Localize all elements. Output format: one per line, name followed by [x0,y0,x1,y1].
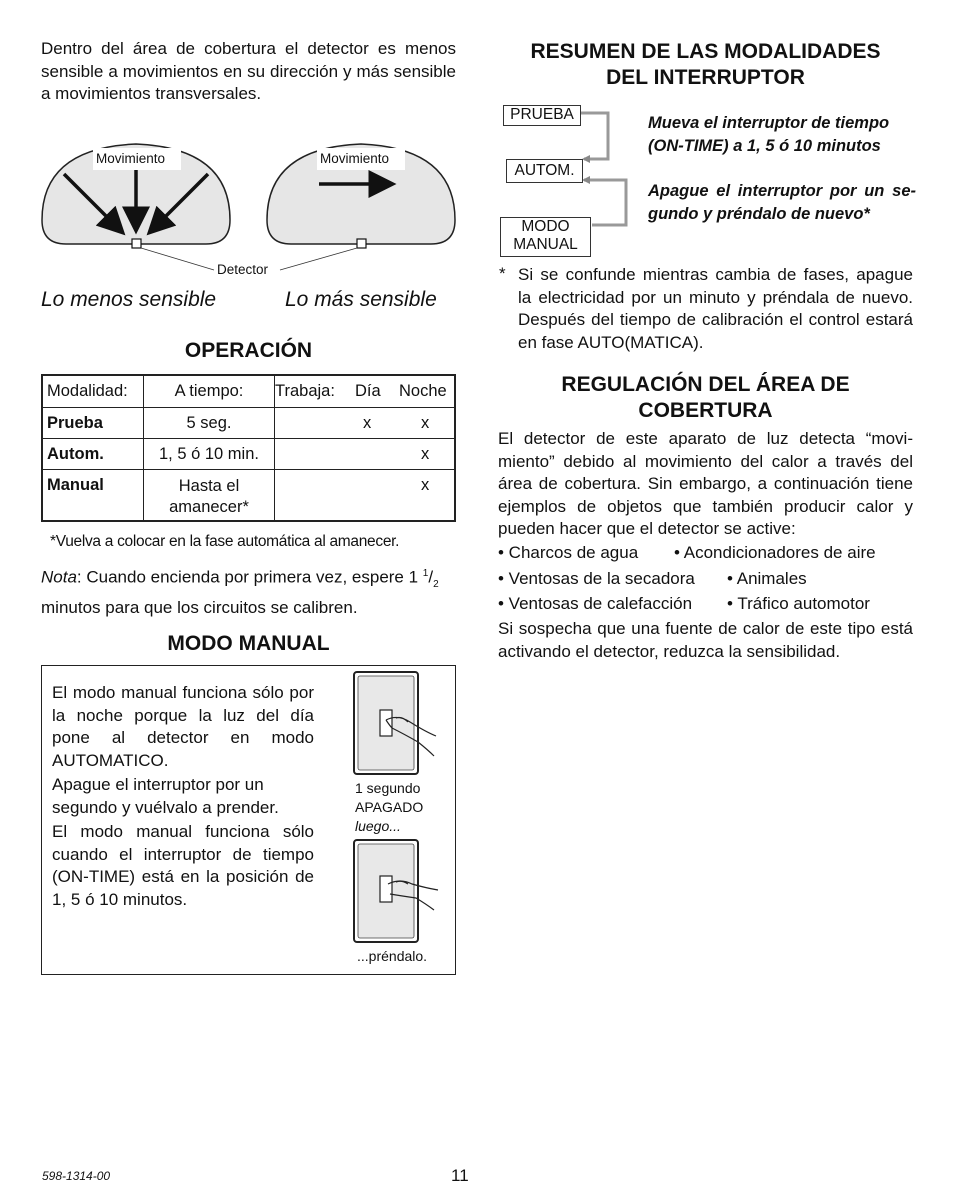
row-mode: Manual [42,469,144,521]
header-tiempo: A tiempo: [144,375,275,407]
header-dia: Día [355,382,381,400]
table-footnote: *Vuelva a colocar en la fase automática al amanecer. [50,533,400,550]
resumen-title [498,39,913,91]
detector-label: Detector [217,262,269,277]
note-text-2: minutos para que los circuitos se calibren. [41,597,358,617]
row-time: 1, 5 ó 10 min. [144,438,275,469]
row-time: Hasta el amanecer* [144,469,275,521]
switch-caption-1b: APAGADO [355,799,424,815]
mode-box-manual-line2: MANUAL [513,236,578,253]
detector-right [357,239,366,248]
switch-caption-2: ...préndalo. [357,948,428,964]
table-row [42,438,455,469]
list-item: • Ventosas de calefacción • Tráfico automotor [498,594,870,613]
switch-caption-1a: 1 segundo [355,780,421,796]
manual-paragraph-3: El modo manual funciona sólo cuando el interruptor de tiempo (ON-TIME) está en la posición de 1, 5 ó 10 minutos. [52,822,314,909]
header-trabaja: Trabaja: [275,382,335,400]
header-noche: Noche [399,382,447,400]
row-mode: Autom. [42,438,144,469]
regulacion-title-line1: REGULACIÓN DEL ÁREA DE [561,373,850,396]
note-paragraph: Nota: Cuando encienda por primera vez, espere 1 $^1/_2$ minutos para que los circuitos se calibren. [41,567,439,617]
resumen-title-line1: RESUMEN DE LAS MODALIDADES [530,40,881,63]
regulacion-paragraph-2: Si sospecha que una fuente de calor de este tipo está activando el detector, reduzca la sensibilidad. [498,619,913,661]
movement-label-right: Movimiento [320,151,390,166]
mode-box-manual-line1: MODO [521,218,570,235]
row-time: 5 seg. [144,407,275,438]
manual-paragraph-1: El modo manual funciona sólo por la noche porque la luz del día pone al detector en modo AUTOMATICO. [52,683,314,770]
instruction-1: Mueva el interruptor de tiempo (ON-TIME) a 1, 5 ó 10 minutos [648,114,890,155]
header-modalidad: Modalidad: [42,375,144,407]
switch-off-illustration [352,670,452,778]
switch-caption-1c: luego... [355,818,401,834]
heat-source-list [498,540,918,617]
mode-box-prueba: PRUEBA [503,105,581,126]
manual-paragraph-2: Apague el interruptor por un segundo y vuélvalo a prender. [52,775,279,817]
operation-table [41,374,456,522]
table-header-row [42,375,455,407]
mode-box-autom: AUTOM. [506,159,583,183]
operacion-title: OPERACIÓN [184,339,313,362]
row-mode: Prueba [42,407,144,438]
list-item: • Ventosas de la secadora • Animales [498,568,807,588]
row-dia [363,445,421,464]
document-code: 598-1314-00 [42,1169,111,1183]
table-row [42,469,455,521]
note-text: : Cuando encienda por primera vez, espere 1 [76,567,423,587]
regulacion-title-line2: COBERTURA [638,399,773,422]
regulacion-title [498,372,913,424]
resumen-footnote: Si se confunde mientras cambia de fases, apague la electricidad por un minuto y préndala de nuevo. Después del tiempo de calibración el control estará en fase AUTO(MATICA). [518,265,913,352]
resumen-title-line2: DEL INTERRUPTOR [606,66,805,89]
row-noche: x [421,444,430,463]
row-noche: x [421,475,430,494]
note-label: Nota [41,567,77,587]
regulacion-paragraph-1: El detector de este aparato de luz detecta “movi-miento” debido al movimiento del calor a través del área de cobertura. Sin embargo, a continuación tiene ejemplos de objetos que también producir calor y pueden hacer que el detector se active: [498,429,913,538]
note-frac-num: 1 [422,568,429,579]
list-item: • Charcos de agua • Acondicionadores de aire [498,543,876,562]
page-number: 11 [451,1166,469,1185]
detector-left [132,239,141,248]
row-noche: x [421,413,430,432]
note-frac-den: 2 [433,579,439,591]
switch-on-illustration [352,838,452,946]
caption-less-sensitive: Lo menos sensible [41,288,217,311]
intro-paragraph: Dentro del área de cobertura el detector es menos sensible a movimientos en su dirección y más sensible a movimientos transversales. [41,39,456,103]
modo-manual-title: MODO MANUAL [167,632,330,655]
resumen-footnote-star: * [499,264,506,283]
table-row [42,407,455,438]
movement-label-left: Movimiento [96,151,166,166]
mode-box-manual [500,217,591,257]
caption-more-sensitive: Lo más sensible [285,288,437,311]
row-dia: x [363,413,372,432]
row-dia [363,476,421,495]
instruction-2: Apague el interruptor por un se-gundo y préndalo de nuevo* [648,182,916,223]
